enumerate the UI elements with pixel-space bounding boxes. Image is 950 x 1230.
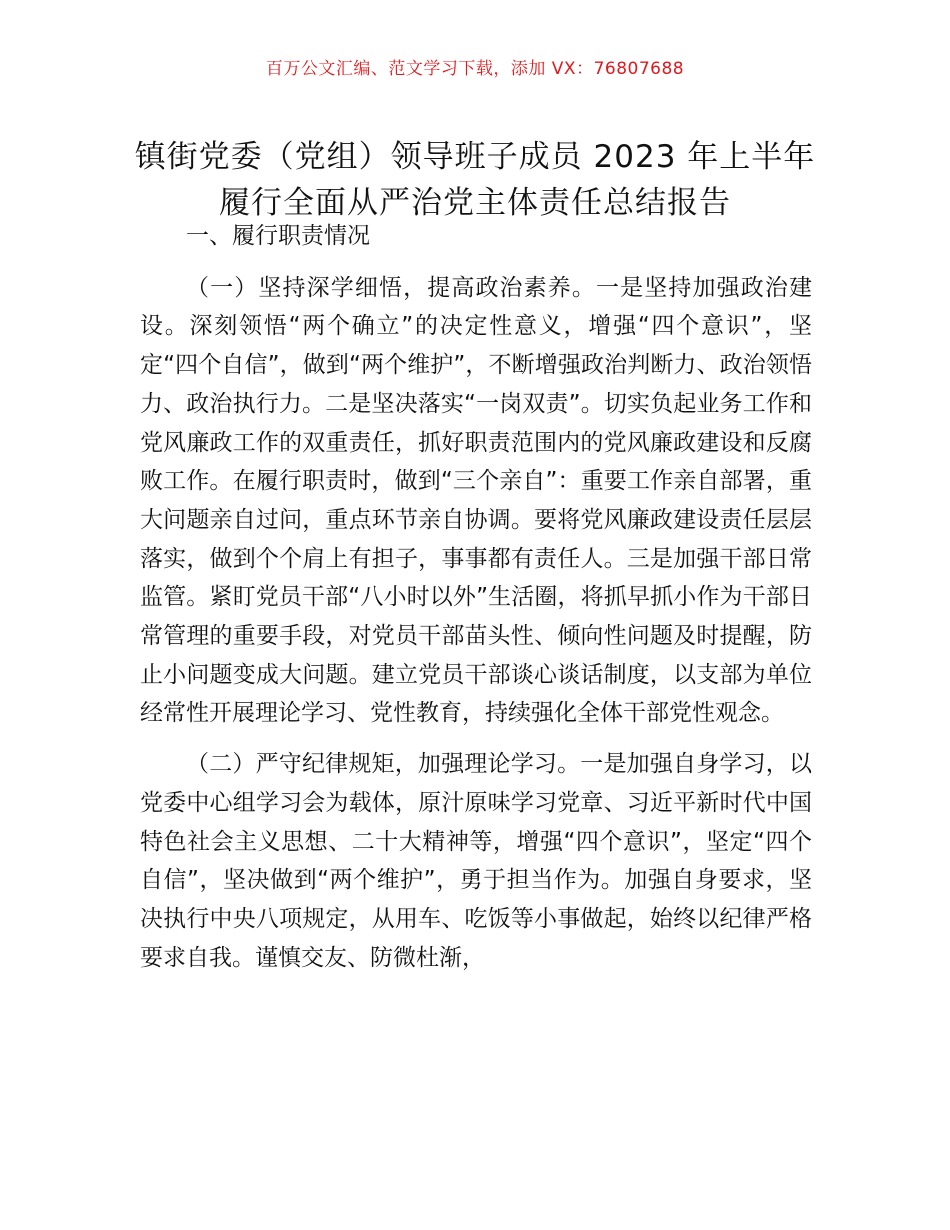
section-heading-1: 一、履行职责情况 [186,223,370,249]
title-line-1: 镇街党委（党组）领导班子成员 2023 年上半年 [134,138,816,175]
paragraph-1: （一）坚持深学细悟，提高政治素养。一是坚持加强政治建设。深刻领悟“两个确立”的决定性意义，增强“四个意识”，坚定“四个自信”，做到“两个维护”，不断增强政治判断力、政治领悟力、政治执行力。二是坚决落实“一岗双责”。切实负起业务工作和党风廉政工作的双重责任，抓好职责范围内的党风廉政建设和反腐败工作。在履行职责时，做到“三个亲自”：重要工作亲自部署，重大问题亲自过问，重点环节亲自协调。要将党风廉政建设责任层层落实，做到个个肩上有担子，事事都有责任人。三是加强干部日常监管。紧盯党员干部“八小时以外”生活圈，将抓早抓小作为干部日常管理的重要手段，对党员干部苗头性、倾向性问题及时提醒，防止小问题变成大问题。建立党员干部谈心谈话制度，以支部为单位经常性开展理论学习、党性教育，持续强化全体干部党性观念。 [140,274,812,727]
paragraph-2: （二）严守纪律规矩，加强理论学习。一是加强自身学习，以党委中心组学习会为载体，原汁原味学习党章、习近平新时代中国特色社会主义思想、二十大精神等，增强“四个意识”，坚定“四个自信”，坚决做到“两个维护”，勇于担当作为。加强自身要求，坚决执行中央八项规定，从用车、吃饭等小事做起，始终以纪律严格要求自我。谨慎交友、防微杜渐， [140,751,812,971]
header-watermark-note: 百万公文汇编、范文学习下载，添加 VX：76807688 [265,59,685,79]
title-line-2: 履行全面从严治党主体责任总结报告 [219,184,731,221]
document-body [140,217,812,977]
document-title [100,134,850,226]
